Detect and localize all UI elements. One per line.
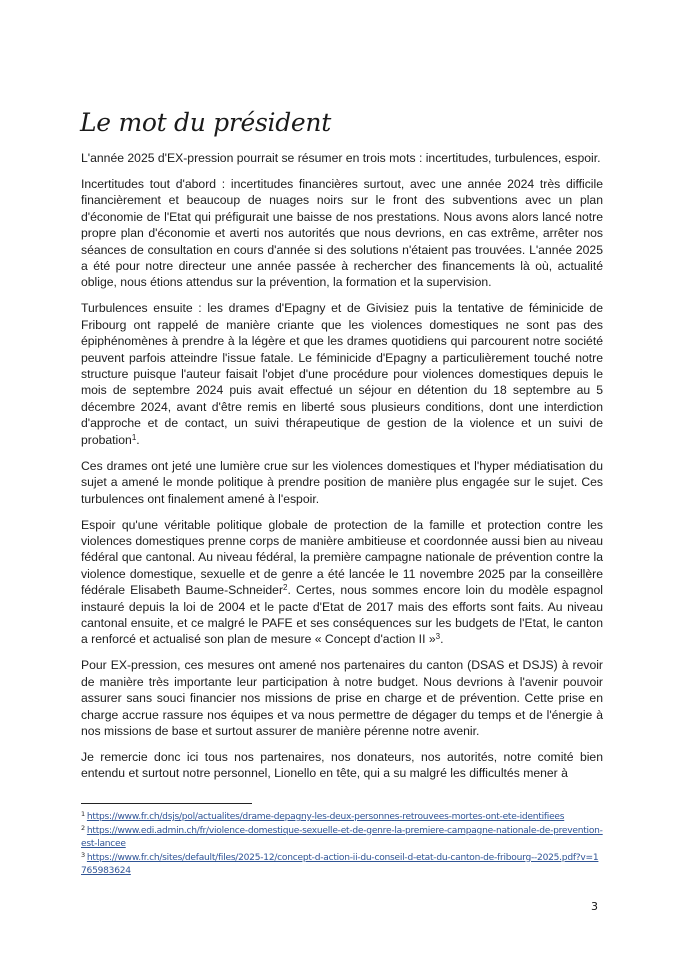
page-number: 3 — [591, 900, 598, 913]
footnote-number: 3 — [81, 850, 85, 859]
footnote-link-1[interactable]: https://www.fr.ch/dsjs/pol/actualites/drame-depagny-les-deux-personnes-retrouvees-mortes-ont-ete-identifiees — [86, 812, 565, 822]
footnote-number: 1 — [81, 810, 85, 818]
punctuation: . — [136, 432, 140, 447]
footnote-link-3[interactable]: https://www.fr.ch/sites/default/files/2025-12/concept-d-action-ii-du-conseil-d-etat-du-canton-de-fribourg--2025.pdf?v=1765983624 — [81, 852, 599, 877]
paragraph-drames: Ces drames ont jeté une lumière crue sur les violences domestiques et l'hyper médiatisation du sujet a amené le monde politique à prendre position de manière plus engagée sur le sujet. Ces turbulences ont finalement amené à l'espoir. — [81, 458, 603, 506]
footnote-2 — [81, 825, 603, 852]
paragraph-turbulences — [81, 300, 603, 448]
footnote-3 — [81, 852, 603, 879]
body-text — [81, 150, 603, 791]
paragraph-text: Turbulences ensuite : les drames d'Epagny et de Givisiez puis la tentative de féminicide de Fribourg ont rappelé de manière criante que les violences domestiques ne sont pas des épiphénomènes à prendre à la légère et que les drames quotidiens qui parcourent notre société peuvent parfois atteindre l'issue fatale. Le féminicide d'Epagny a particulièrement touché notre structure puisque l'auteur faisait l'objet d'une procédure pour violences domestiques depuis le mois de septembre 2024 puis avait effectué un séjour en détention du 18 septembre au 5 décembre 2024, avant d'être remis en liberté sous plusieurs conditions, dont une interdiction d'approche et de contact, un suivi thérapeutique de gestion de la violence et un suivi de probation — [81, 301, 603, 447]
page-title: Le mot du président — [80, 108, 331, 137]
punctuation: . — [440, 632, 444, 647]
footnote-1 — [81, 811, 603, 825]
footnote-link-2[interactable]: https://www.edi.admin.ch/fr/violence-domestique-sexuelle-et-de-genre-la-premiere-campagne-nationale-de-prevention-est-lancee — [81, 825, 603, 850]
paragraph-text-continued: . Certes, nous sommes encore loin du modèle espagnol instauré depuis la loi de 2004 et le pacte d'Etat de 2017 mais des efforts sont faits. Au niveau cantonal ensuite, et ce malgré le PAFE et ses conséquences sur les budgets de l'Etat, le canton a renforcé et actualisé son plan de mesure « Concept d'action II » — [81, 583, 604, 647]
paragraph-text: Espoir qu'une véritable politique globale de protection de la famille et protection contre les violences domestiques prenne corps de manière ambitieuse et coordonnée aussi bien au niveau fédéral que cantonal. Au niveau fédéral, la première campagne nationale de prévention contre la violence domestique, sexuelle et de genre a été lancée le 11 novembre 2025 par la conseillère fédérale Elisabeth Baume-Schneider — [81, 517, 603, 598]
paragraph-incertitudes: Incertitudes tout d'abord : incertitudes financières surtout, avec une année 2024 très difficile financièrement et beaucoup de nuages noirs sur le front des subventions avec un plan d'économie de l'Etat qui préfigurait une baisse de nos prestations. Nous avons alors lancé notre propre plan d'économie et averti nos autorités que nous devrions, en cas extrême, arrêter nos séances de consultation en cours d'année si des solutions n'étaient pas trouvées. L'année 2025 a été pour notre directeur une année passée à rechercher des financements là où, actualité oblige, nous étions attendus sur la prévention, la formation et la supervision. — [81, 177, 603, 290]
paragraph-intro: L'année 2025 d'EX-pression pourrait se résumer en trois mots : incertitudes, turbulences, espoir. — [81, 151, 601, 165]
footnote-ref-2[interactable]: 2 — [283, 583, 288, 593]
paragraph-remerciements: Je remercie donc ici tous nos partenaires, nos donateurs, nos autorités, notre comité bien entendu et surtout notre personnel, Lionello en tête, qui a su malgré les difficultés mener à — [81, 749, 603, 781]
footnote-number: 2 — [81, 823, 85, 832]
footnote-ref-1[interactable]: 1 — [131, 432, 137, 442]
paragraph-espoir — [81, 517, 603, 648]
footnotes — [81, 811, 603, 879]
footnote-ref-3[interactable]: 3 — [435, 632, 441, 642]
footnote-separator — [81, 803, 252, 804]
paragraph-expression-budget: Pour EX-pression, ces mesures ont amené nos partenaires du canton (DSAS et DSJS) à revoir de manière très importante leur participation à notre budget. Nous devrions à l'avenir pouvoir assurer sans souci financier nos missions de prise en charge et de prévention. Cette prise en charge accrue rassure nos équipes et va nous permettre de dégager du temps et de l'énergie à nos missions de base et surtout assurer de manière pérenne notre avenir. — [81, 658, 603, 738]
